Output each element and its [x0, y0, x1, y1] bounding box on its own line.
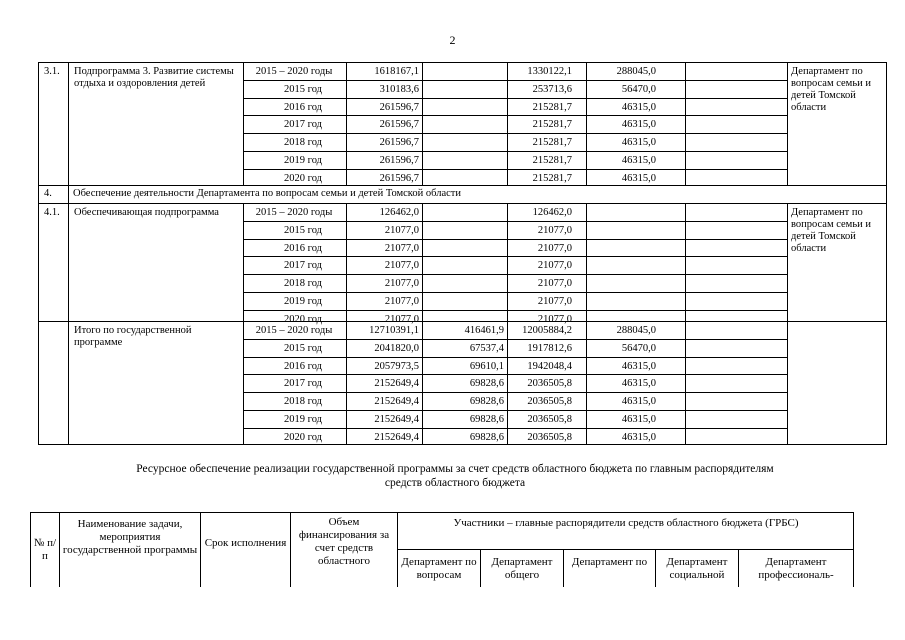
value-total: 12710391,1 — [369, 325, 419, 336]
value-total: 21077,0 — [384, 314, 419, 325]
value-total: 21077,0 — [384, 260, 419, 271]
year-period: 2020 год — [284, 432, 322, 443]
value-regional: 215281,7 — [532, 173, 572, 184]
row-name: Обеспечивающая подпрограмма — [74, 207, 219, 218]
year-period: 2018 год — [284, 396, 322, 407]
value-total: 1618167,1 — [374, 66, 419, 77]
value-total: 261596,7 — [379, 155, 419, 166]
value-regional: 21077,0 — [537, 260, 572, 271]
value-total: 126462,0 — [379, 207, 419, 218]
value-local: 56470,0 — [621, 84, 656, 95]
value-total: 21077,0 — [384, 243, 419, 254]
col-term-header: Срок исполнения — [204, 537, 287, 549]
value-regional: 1330122,1 — [527, 66, 572, 77]
value-total: 2152649,4 — [374, 396, 419, 407]
page-number: 2 — [449, 33, 456, 47]
value-federal: 416461,9 — [464, 325, 504, 336]
year-period: 2015 – 2020 годы — [255, 66, 333, 77]
year-period: 2019 год — [284, 414, 322, 425]
section-title-line2: средств областного бюджета — [384, 477, 526, 489]
value-regional: 21077,0 — [537, 278, 572, 289]
value-regional: 21077,0 — [537, 243, 572, 254]
col-volume-header: Объем финансирования за счет средств областного — [298, 516, 390, 567]
value-federal: 69828,6 — [469, 396, 504, 407]
value-local: 46315,0 — [621, 137, 656, 148]
value-total: 2152649,4 — [374, 414, 419, 425]
row-name: Итого по государственной программе — [74, 325, 192, 348]
col-name-header: Наименование задачи, мероприятия государственной программы — [62, 518, 198, 556]
year-period: 2015 год — [284, 343, 322, 354]
value-federal: 69828,6 — [469, 432, 504, 443]
value-total: 310183,6 — [379, 84, 419, 95]
value-total: 2041820,0 — [374, 343, 419, 354]
year-period: 2016 год — [284, 243, 322, 254]
value-total: 261596,7 — [379, 102, 419, 113]
value-total: 261596,7 — [379, 137, 419, 148]
year-period: 2015 год — [284, 84, 322, 95]
sub-header-2: Департамент общего — [491, 556, 553, 581]
sub-header-5: Департамент профессиональ- — [758, 556, 834, 581]
col-num-header: № п/п — [33, 537, 57, 562]
value-regional: 253713,6 — [532, 84, 572, 95]
row-responsible: Департамент по вопросам семьи и детей Томской области — [791, 66, 871, 113]
year-period: 2017 год — [284, 378, 322, 389]
year-period: 2016 год — [284, 361, 322, 372]
row-number: 4.1. — [44, 207, 60, 218]
year-period: 2015 – 2020 годы — [255, 207, 333, 218]
value-regional: 2036505,8 — [527, 378, 572, 389]
value-regional: 21077,0 — [537, 314, 572, 325]
sub-header-1: Департамент по вопросам — [401, 556, 477, 581]
value-local: 46315,0 — [621, 414, 656, 425]
value-local: 288045,0 — [616, 66, 656, 77]
row-number: 3.1. — [44, 66, 60, 77]
value-local: 46315,0 — [621, 173, 656, 184]
value-local: 56470,0 — [621, 343, 656, 354]
year-period: 2015 год — [284, 225, 322, 236]
row-name: Подпрограмма 3. Развитие системы отдыха и оздоровления детей — [74, 66, 234, 89]
value-local: 288045,0 — [616, 325, 656, 336]
year-period: 2019 год — [284, 155, 322, 166]
value-local: 46315,0 — [621, 378, 656, 389]
value-regional: 1917812,6 — [527, 343, 572, 354]
value-federal: 69828,6 — [469, 414, 504, 425]
col-participants-header: Участники – главные распорядители средств областного бюджета (ГРБС) — [453, 517, 799, 529]
value-regional: 2036505,8 — [527, 396, 572, 407]
value-regional: 215281,7 — [532, 137, 572, 148]
value-local: 46315,0 — [621, 119, 656, 130]
year-period: 2016 год — [284, 102, 322, 113]
section-title-line1: Ресурсное обеспечение реализации государственной программы за счет средств областного бюджета по главным распорядителям — [136, 463, 774, 475]
value-total: 261596,7 — [379, 119, 419, 130]
value-total: 21077,0 — [384, 296, 419, 307]
value-regional: 215281,7 — [532, 102, 572, 113]
value-federal: 69828,6 — [469, 378, 504, 389]
value-total: 21077,0 — [384, 225, 419, 236]
value-federal: 69610,1 — [469, 361, 504, 372]
value-regional: 215281,7 — [532, 155, 572, 166]
year-period: 2020 год — [284, 314, 322, 325]
value-federal: 67537,4 — [469, 343, 504, 354]
year-period: 2017 год — [284, 119, 322, 130]
year-period: 2015 – 2020 годы — [255, 325, 333, 336]
sub-header-3: Департамент по — [571, 556, 648, 568]
value-regional: 12005884,2 — [522, 325, 572, 336]
value-local: 46315,0 — [621, 432, 656, 443]
year-period: 2018 год — [284, 278, 322, 289]
section-number: 4. — [44, 188, 52, 199]
section-title-row: Обеспечение деятельности Департамента по вопросам семьи и детей Томской области — [73, 188, 461, 199]
value-total: 261596,7 — [379, 173, 419, 184]
section-title — [40, 462, 870, 490]
value-total: 2152649,4 — [374, 378, 419, 389]
value-regional: 21077,0 — [537, 296, 572, 307]
sub-header-4: Департамент социальной — [666, 556, 728, 581]
year-period: 2018 год — [284, 137, 322, 148]
value-total: 21077,0 — [384, 278, 419, 289]
year-period: 2019 год — [284, 296, 322, 307]
value-regional: 215281,7 — [532, 119, 572, 130]
year-period: 2020 год — [284, 173, 322, 184]
value-local: 46315,0 — [621, 102, 656, 113]
value-regional: 126462,0 — [532, 207, 572, 218]
value-regional: 2036505,8 — [527, 414, 572, 425]
year-period: 2017 год — [284, 260, 322, 271]
value-regional: 1942048,4 — [527, 361, 572, 372]
value-regional: 21077,0 — [537, 225, 572, 236]
value-regional: 2036505,8 — [527, 432, 572, 443]
value-local: 46315,0 — [621, 396, 656, 407]
value-local: 46315,0 — [621, 155, 656, 166]
value-local: 46315,0 — [621, 361, 656, 372]
row-responsible: Департамент по вопросам семьи и детей Томской области — [791, 207, 871, 254]
value-total: 2057973,5 — [374, 361, 419, 372]
value-total: 2152649,4 — [374, 432, 419, 443]
